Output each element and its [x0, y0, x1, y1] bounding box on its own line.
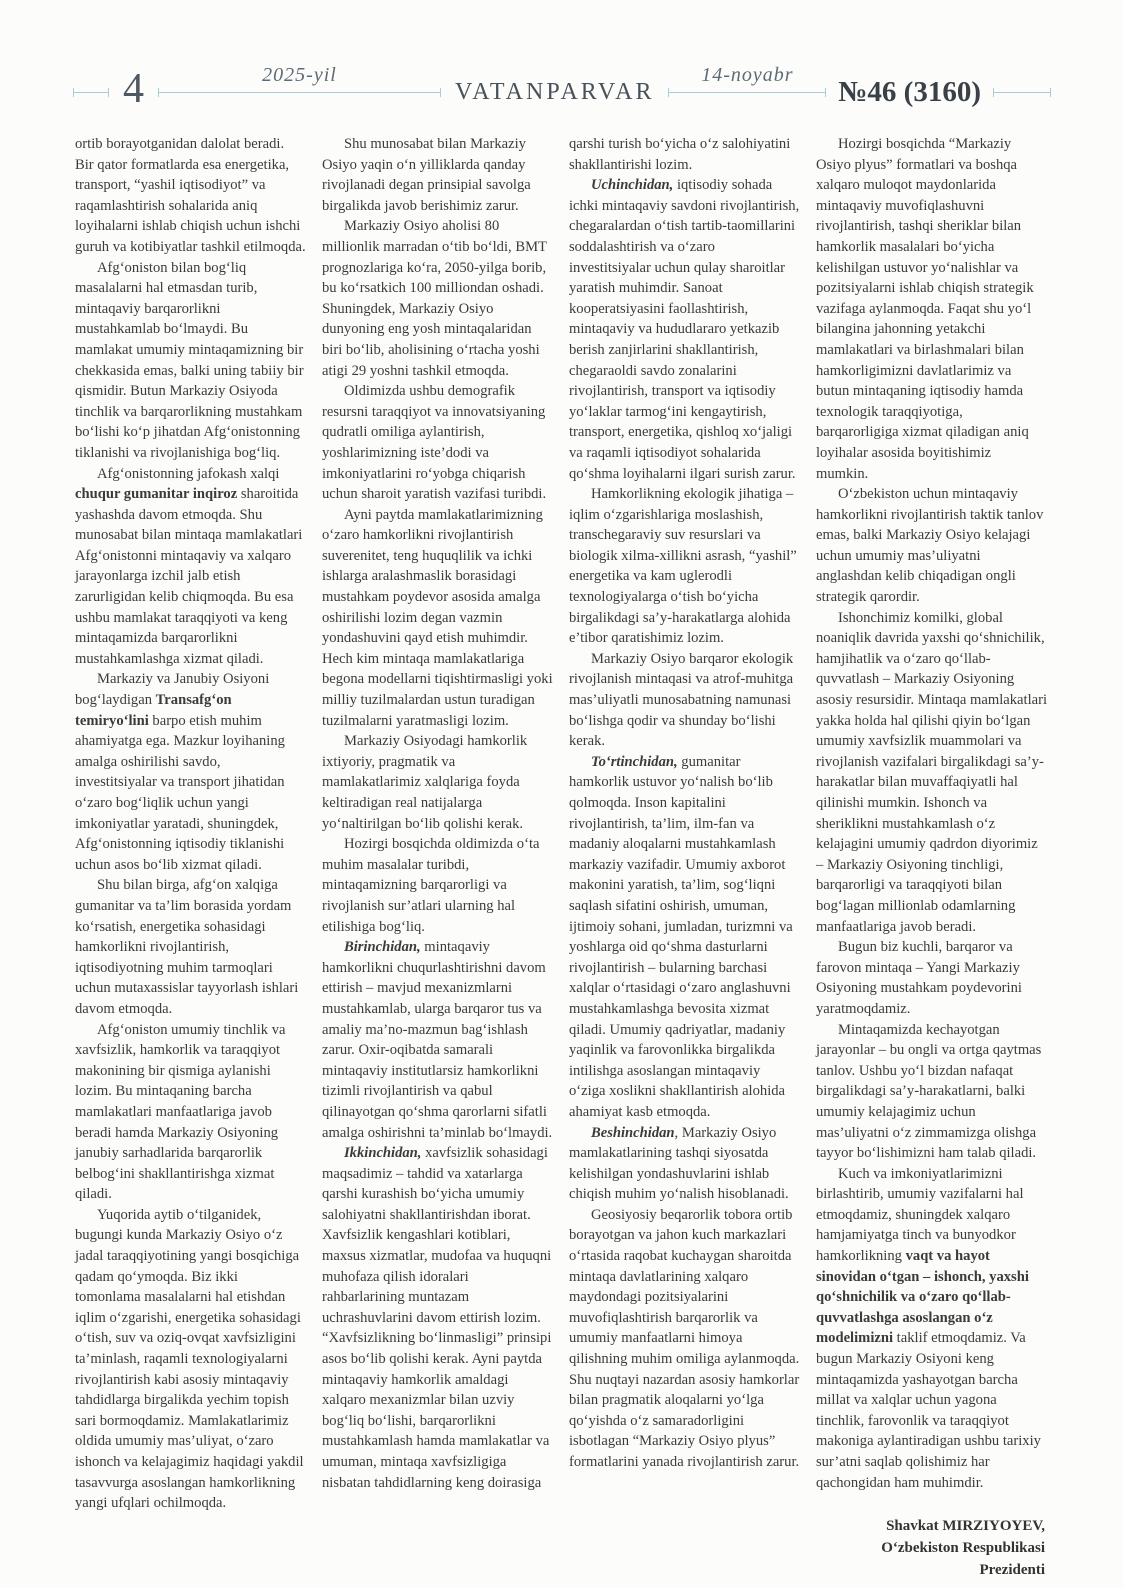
- body-text: taklif etmoqdamiz. Va bugun Markaziy Osiyoni keng mintaqamizda yashayotgan barcha millat va xalqlar uchun yagona tinchlik, farovonlik va taraqqiyot makoniga aylantiradigan ushbu tarixiy sur’atni saqlab qolishimiz har qachongidan ham muhimdir.: [816, 1330, 1041, 1491]
- body-text: Geosiyosiy beqarorlik tobora ortib borayotgan va jahon kuch markazlari o‘rtasida raqobat kuchaygan sharoitda mintaqa davlatlarining xalqaro maydondagi pozitsiyalarini muvofiqlashtirish barqarorlik va umumiy manfaatlarni himoya qilishning muhim omiliga aylanmoqda. Shu nuqtayi nazardan asosiy hamkorlar bilan pragmatik aloqalarni yo‘lga qo‘yishda o‘z samaradorligini isbotlagan “Markaziy Osiyo plyus” formatlarini yanada rivojlantirish zarur.: [569, 1206, 800, 1470]
- body-text: Markaziy Osiyo aholisi 80 millionlik marradan o‘tib bo‘ldi, BMT prognozlariga ko‘ra, 2050-yilga borib, bu ko‘rsatkich 100 milliondan oshadi. Shuningdek, Markaziy Osiyo dunyoning eng yosh mintaqalaridan biri bo‘lib, aholisining o‘rtacha yoshi atigi 29 yoshni tashkil etmoqda.: [322, 218, 547, 379]
- paragraph: [322, 731, 553, 834]
- article-body: [75, 134, 1047, 1581]
- year-label: 2025-yil: [262, 63, 337, 86]
- paragraph: [569, 175, 800, 484]
- paragraph: [816, 484, 1047, 608]
- masthead-row: [73, 63, 1051, 118]
- body-text: iqtisodiy sohada ichki mintaqaviy savdoni rivojlantirish, chegaralardan o‘tish tartib-taomillarini soddalashtirish va o‘zaro investitsiyalar uchun qulay sharoitlar yaratish muhimdir. Sanoat kooperatsiyasini faollashtirish, mintaqaviy va hududlararo yetkazib berish zanjirlarini shakllantirish, chegaraoldi savdo zonalarini rivojlantirish, transport va iqtisodiy yo‘laklar tarmog‘ini kengaytirish, transport, energetika, qishloq xo‘jaligi va raqamli iqtisodiyot sohalarida qo‘shma loyihalarni ilgari surish zarur.: [569, 177, 800, 482]
- paragraph: [816, 608, 1047, 938]
- body-text: Afg‘onistonning jafokash xalqi: [97, 465, 280, 482]
- body-text: Afg‘oniston bilan bog‘liq masalalarni hal etmasdan turib, mintaqaviy barqarorlikni mustahkamlab bo‘lmaydi. Bu mamlakat umumiy mintaqamizning bir chekkasida emas, balki uning tabiiy bir qismidir. Butun Markaziy Osiyoda tinchlik va barqarorlikning mustahkam bo‘lishi ko‘p jihatdan Afg‘onistonning tiklanishi va rivojlanishiga bog‘liq.: [75, 259, 304, 461]
- body-text: Markaziy Osiyo barqaror ekologik rivojlanish mintaqasi va atrof-muhitga mas’uliyatli munosabatning namunasi bo‘lishga qodir va shunday bo‘lishi kerak.: [569, 650, 794, 750]
- body-text: Afg‘oniston umumiy tinchlik va xavfsizlik, hamkorlik va taraqqiyot makonining bir qismiga aylanishi lozim. Bu mintaqaning barcha mamlakatlari manfaatlariga javob beradi hamda Markaziy Osiyoning janubiy sarhadlarida barqarorlik belbog‘ini shakllantirishga xizmat qiladi.: [75, 1021, 286, 1203]
- signature-line: Prezidenti: [979, 1562, 1045, 1579]
- body-text: Mintaqamizda kechayotgan jarayonlar – bu ongli va ortga qaytmas tanlov. Ushbu yo‘l bizdan nafaqat birgalikdagi sa’y-harakatlarni, balki umumiy kelajagimiz uchun mas’uliyatni o‘z zimmamizga olishga tayyor bo‘lishimizni ham talab qiladi.: [816, 1021, 1042, 1162]
- body-text: barpo etish muhim ahamiyatga ega. Mazkur loyihaning amalga oshirilishi savdo, investitsiyalar va transport jihatidan o‘zaro bog‘liqlik uchun yangi imkoniyatlar yaratadi, shuningdek, Afg‘onistonning iqtisodiy tiklanishi uchun asos bo‘lib xizmat qiladi.: [75, 712, 285, 873]
- paragraph: [322, 937, 553, 1143]
- emphasized-text: Uchinchidan,: [591, 177, 674, 194]
- body-text: sharoitida yashashda davom etmoqda. Shu munosabat bilan mintaqa mamlakatlari Afg‘onistonni mintaqaviy va xalqaro jarayonlarga izchil jalb etish zarurligidan kelib chiqmoqda. Bu esa ushbu mamlakat taraqqiyoti va keng mintaqamizda barqarorlikni mustahkamlashga xizmat qiladi.: [75, 486, 303, 667]
- body-text: O‘zbekiston uchun mintaqaviy hamkorlikni rivojlantirish taktik tanlov emas, balki Markaziy Osiyo kelajagi uchun umumiy mas’uliyatni anglashdan kelib chiqadigan ongli strategik qarordir.: [816, 486, 1044, 606]
- body-text: Ishonchimiz komilki, global noaniqlik davrida yaxshi qo‘shnichilik, hamjihatlik va o‘zaro qo‘llab-quvvatlash – Markaziy Osiyoning asosiy resursidir. Mintaqa mamlakatlari yakka holda hal qilishi qiyin bo‘lgan umumiy xavfsizlik muammolari va rivojlanish vazifalari birgalikdagi sa’y-harakatlar bilan muvaffaqiyatli hal qilinishi mumkin. Ishonch va sheriklikni mustahkamlash o‘z kelajagini umumiy qadrdon diyorimiz – Markaziy Osiyoning tinchligi, barqarorligi va taraqqiyoti bilan bog‘lagan millionlab odamlarning manfaatlariga javob beradi.: [816, 609, 1048, 935]
- emphasized-text: To‘rtinchidan,: [591, 753, 678, 770]
- paragraph: [75, 464, 306, 670]
- signature-line: Shavkat MIRZIYOYEV,: [886, 1518, 1045, 1535]
- emphasized-text: Ikkinchidan,: [344, 1145, 422, 1162]
- paragraph: [75, 134, 306, 258]
- emphasized-text: Transafg‘on temiryo‘lini: [75, 692, 232, 729]
- paragraph: [569, 1123, 800, 1205]
- page-number: 4: [123, 66, 144, 112]
- header-rule-date: [668, 63, 826, 93]
- issue-number: №46 (3160): [838, 75, 981, 108]
- column-2: [322, 134, 553, 1581]
- column-1: [75, 134, 306, 1581]
- paragraph: [816, 134, 1047, 484]
- body-text: Hamkorlikning ekologik jihatiga – iqlim o‘zgarishlariga moslashish, transchegaraviy suv resurslari va biologik xilma-xillikni asrash, “yashil” energetika va kam uglerodli texnologiyalarga o‘tish bo‘yicha birgalikdagi sa’y-harakatlarga alohida e’tibor qaratishimiz lozim.: [569, 486, 797, 647]
- paragraph: [75, 258, 306, 464]
- body-text: Kuch va imkoniyatlarimizni birlashtirib, umumiy vazifalarni hal etmoqdamiz, shuningdek xalqaro hamjamiyatga tinch va bunyodkor hamkorlikning: [816, 1165, 1024, 1265]
- emphasized-text: Birinchidan,: [344, 939, 421, 956]
- paragraph: [569, 484, 800, 649]
- body-text: Hozirgi bosqichda oldimizda o‘ta muhim masalalar turibdi, mintaqamizning barqarorligi va rivojlanish sur’atlari ularning hal etilishiga bog‘liq.: [322, 836, 540, 935]
- column-4: [816, 134, 1047, 1581]
- paragraph: [322, 505, 553, 732]
- body-text: Shu bilan birga, afg‘on xalqiga gumanitar va ta’lim borasida yordam ko‘rsatish, energetika sohasidagi hamkorlikni rivojlantirish, iqtisodiyotning muhim tarmoqlari uchun mutaxassislar tayyorlash ishlari davom etmoqda.: [75, 877, 299, 1017]
- emphasized-text: chuqur gumanitar inqiroz: [75, 486, 238, 503]
- signature-line: O‘zbekiston Respublikasi: [881, 1540, 1045, 1557]
- body-text: Yuqorida aytib o‘tilganidek, bugungi kunda Markaziy Osiyo o‘z jadal taraqqiyotining yangi bosqichiga qadam qo‘ymoqda. Biz ikki tomonlama masalalarni hal etishdan iqlim o‘zgarishi, energetika sohasidagi o‘tish, suv va oziq-ovqat xavfsizligini ta’minlash, raqamli texnologiyalarni rivojlantirish kabi asosiy mintaqaviy tahdidlarga birgalikda yechim topish sari bormoqdamiz. Mamlakatlarimiz oldida umumiy mas’uliyat, o‘zaro ishonch va kelajagimiz haqidagi yakdil tasavvurga asoslangan hamkorlikning yangi ufqlari ochilmoqda.: [75, 1206, 304, 1512]
- emphasized-text: Beshinchidan: [591, 1124, 675, 1141]
- signature: [816, 1515, 1047, 1581]
- paragraph: [75, 1205, 306, 1514]
- paragraph: [569, 134, 800, 175]
- paragraph: [322, 134, 553, 216]
- paragraph: [816, 1020, 1047, 1164]
- date-label: 14-noyabr: [701, 63, 794, 86]
- body-text: ortib borayotganidan dalolat beradi. Bir qator formatlarda esa energetika, transport, “yashil iqtisodiyot” va raqamlashtirish sohalarida aniq loyihalarni ishlab chiqish uchun ishchi guruh va kotibiyatlar tashkil etilmoqda.: [75, 136, 306, 255]
- paragraph: [75, 669, 306, 875]
- body-text: Bugun biz kuchli, barqaror va farovon mintaqa – Yangi Markaziy Osiyoning mustahkam poydevorini yaratmoqdamiz.: [816, 939, 1022, 1017]
- body-text: xavfsizlik sohasidagi maqsadimiz – tahdid va xatarlarga qarshi kurashish bo‘yicha umumiy salohiyatni shakllantirishdan iborat. Xavfsizlik kengashlari kotiblari, maxsus xizmatlar, mudofaa va huquqni muhofaza qilish idoralari rahbarlarining muntazam uchrashuvlarini davom ettirish lozim. “Xavfsizlikning bo‘linmasligi” prinsipi asos bo‘lib qolishi kerak. Ayni paytda mintaqaviy hamkorlik amaldagi xalqaro mexanizmlar bilan uzviy bog‘liq bo‘lishi, barqarorlikni mustahkamlash hamda mamlakatlar va umuman, mintaqa xavfsizligiga nisbatan tahdidlarning keng doirasiga: [322, 1145, 552, 1491]
- body-text: , Markaziy Osiyo mamlakatlarining tashqi siyosatda kelishilgan yondashuvlarini ishlab chiqish muhim yo‘nalish hisoblanadi.: [569, 1124, 789, 1203]
- body-text: qarshi turish bo‘yicha o‘z salohiyatini shakllantirishi lozim.: [569, 136, 791, 173]
- paragraph: [816, 1164, 1047, 1494]
- paragraph: [322, 216, 553, 381]
- body-text: gumanitar hamkorlik ustuvor yo‘nalish bo‘lib qolmoqda. Inson kapitalini rivojlantirish, ta’lim, ilm-fan va madaniy aloqalarni mustahkamlash markaziy vazifadir. Umumiy axborot makonini yaratish, ta’lim, sog‘liqni saqlash sifatini oshirish, umuman, ijtimoiy sohani, jumladan, turizmni va yoshlarga oid qo‘shma dasturlarni rivojlantirish – bularning barchasi xalqlar o‘rtasidagi o‘zaro anglashuvni mustahkamlashga bevosita xizmat qiladi. Umumiy qadriyatlar, madaniy yaqinlik va farovonlikka birgalikda intilishga asoslangan mintaqaviy o‘ziga xoslikni shakllantirish alohida ahamiyat kasb etmoqda.: [569, 753, 793, 1120]
- paragraph: [569, 649, 800, 752]
- paragraph: [816, 937, 1047, 1019]
- paragraph: [322, 1143, 553, 1493]
- header-rule-left: [73, 92, 109, 93]
- body-text: Oldimizda ushbu demografik resursni taraqqiyot va innovatsiyaning qudratli omiliga aylantirish, yoshlarimizning iste’dodi va imkoniyatlarini ro‘yobga chiqarish uchun sharoit yaratish vazifasi turibdi.: [322, 383, 547, 503]
- body-text: Markaziy va Janubiy Osiyoni bog‘laydigan: [75, 671, 270, 709]
- paragraph: [569, 752, 800, 1123]
- paragraph: [322, 381, 553, 505]
- paragraph: [569, 1205, 800, 1473]
- body-text: Markaziy Osiyodagi hamkorlik ixtiyoriy, pragmatik va mamlakatlarimiz xalqlariga foyda keltiradigan real natijalarga yo‘naltirilgan bo‘lib qolishi kerak.: [322, 733, 528, 832]
- body-text: Hozirgi bosqichda “Markaziy Osiyo plyus” formatlari va boshqa xalqaro muloqot maydonlarida mintaqaviy muvofiqlashuvni rivojlantirish, tashqi sheriklar bilan hamkorlik masalalari bo‘yicha kelishilgan ustuvor yo‘nalishlar va pozitsiyalarni ishlab chiqish strategik vazifaga aylanmoqda. Faqat shu yo‘l bilangina jahonning yetakchi mamlakatlari va birlashmalari bilan hamkorligimizni davlatlarimiz va butun mintaqaning iqtisodiy hamda texnologik taraqqiyotiga, barqarorligiga xizmat qiladigan aniq loyihalar asosida boyitishimiz mumkin.: [816, 136, 1034, 482]
- body-text: mintaqaviy hamkorlikni chuqurlashtirishni davom ettirish – mavjud mexanizmlarni mustahkamlab, ularga barqaror tus va amaliy ma’no-mazmun bag‘ishlash zarur. Oxir-oqibatda samarali mintaqaviy institutlarsiz hamkorlikni tizimli rivojlantirish va qabul qilinayotgan qo‘shma qarorlarni sifatli amalga oshirishni ta’minlab bo‘lmaydi.: [322, 939, 553, 1141]
- body-text: Shu munosabat bilan Markaziy Osiyo yaqin o‘n yilliklarda qanday rivojlanadi degan prinsipial savolga birgalikda javob berishimiz zarur.: [322, 136, 531, 214]
- header-rule-year: [158, 63, 441, 93]
- body-text: Ayni paytda mamlakatlarimizning o‘zaro hamkorlikni rivojlantirish suverenitet, teng huquqlilik va ichki ishlarga aralashmaslik borasidagi mustahkam poydevor asosida amalga oshirilishi lozim degan vazmin yondashuvini qayd etish muhimdir. Hech kim mintaqa mamlakatlariga begona modellarni tiqishtirmasligi yoki milliy tuzilmalardan ustun turadigan tuzilmalarni yaratmasligi lozim.: [322, 506, 553, 729]
- column-3: [569, 134, 800, 1581]
- paragraph: [322, 834, 553, 937]
- masthead-title: VATANPARVAR: [455, 78, 655, 105]
- paragraph: [75, 1020, 306, 1205]
- emphasized-text: vaqt va hayot sinovidan o‘tgan – ishonch, yaxshi qo‘shnichilik va o‘zaro qo‘llab-quvvatlashga asoslangan o‘z modelimizni: [816, 1248, 1029, 1347]
- paragraph: [75, 875, 306, 1019]
- header-rule-right: [993, 92, 1051, 93]
